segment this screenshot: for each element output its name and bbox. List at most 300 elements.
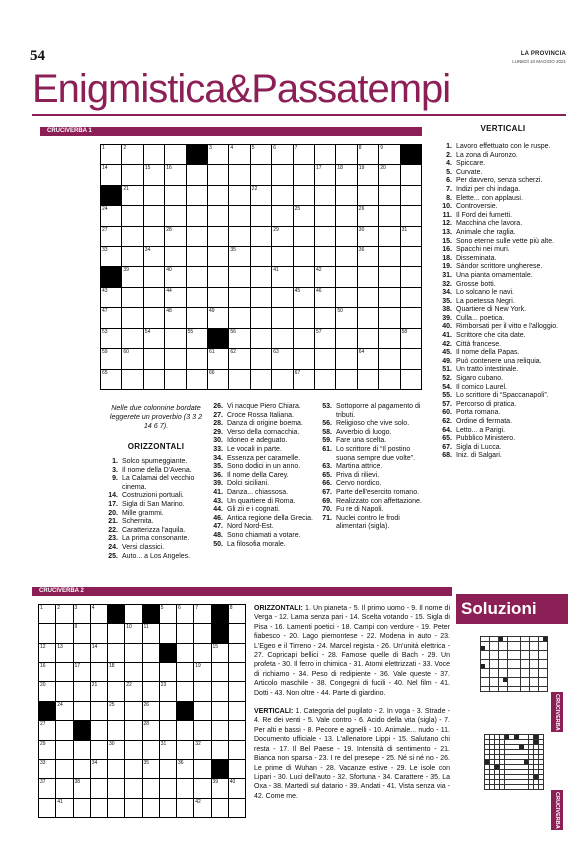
crossword-1-cell[interactable] (101, 308, 121, 327)
crossword-2-cell[interactable] (39, 760, 55, 778)
crossword-1-cell[interactable] (401, 267, 421, 286)
crossword-1-cell[interactable] (229, 329, 249, 348)
crossword-1-cell[interactable] (208, 308, 228, 327)
crossword-1-cell[interactable] (401, 308, 421, 327)
crossword-2-cell[interactable] (74, 779, 90, 797)
crossword-2-cell[interactable] (91, 663, 107, 681)
crossword-1-cell[interactable] (294, 329, 314, 348)
crossword-1-cell[interactable] (251, 227, 271, 246)
crossword-1-cell[interactable] (315, 247, 335, 266)
crossword-1-cell[interactable] (358, 288, 378, 307)
crossword-1-cell[interactable] (315, 165, 335, 184)
crossword-1-cell[interactable] (187, 206, 207, 225)
crossword-2-cell[interactable] (108, 624, 124, 642)
crossword-1-cell[interactable] (379, 308, 399, 327)
crossword-1-cell[interactable] (401, 247, 421, 266)
crossword-2-cell[interactable] (125, 644, 141, 662)
crossword-1-cell[interactable] (122, 349, 142, 368)
crossword-2-cell[interactable] (56, 624, 72, 642)
crossword-1-cell[interactable] (165, 165, 185, 184)
crossword-1-cell[interactable] (144, 227, 164, 246)
crossword-2-cell[interactable] (74, 624, 90, 642)
crossword-2-cell[interactable] (91, 721, 107, 739)
crossword-2-cell[interactable] (212, 741, 228, 759)
crossword-1-cell[interactable] (272, 329, 292, 348)
crossword-1-cell[interactable] (144, 206, 164, 225)
crossword-1-cell[interactable] (379, 227, 399, 246)
crossword-2-cell[interactable] (143, 799, 159, 817)
crossword-1-cell[interactable] (251, 308, 271, 327)
crossword-1-cell[interactable] (187, 288, 207, 307)
crossword-1-cell[interactable] (272, 165, 292, 184)
solution-cell (509, 765, 513, 769)
crossword-2-cell[interactable] (56, 779, 72, 797)
crossword-1-cell[interactable] (122, 227, 142, 246)
crossword-2-cell[interactable] (177, 682, 193, 700)
crossword-1-cell[interactable] (251, 145, 271, 164)
crossword-2-cell[interactable] (56, 644, 72, 662)
crossword-1-cell[interactable] (165, 267, 185, 286)
crossword-2-cell[interactable] (39, 624, 55, 642)
crossword-1-cell[interactable] (101, 165, 121, 184)
crossword-2-cell[interactable] (177, 760, 193, 778)
crossword-2-cell[interactable] (39, 605, 55, 623)
crossword-1-cell[interactable] (401, 206, 421, 225)
crossword-1-cell[interactable] (187, 308, 207, 327)
crossword-1-cell[interactable] (229, 370, 249, 389)
crossword-1-cell[interactable] (401, 370, 421, 389)
crossword-1-cell[interactable] (358, 267, 378, 286)
crossword-2-cell[interactable] (108, 721, 124, 739)
crossword-2-cell[interactable] (74, 760, 90, 778)
crossword-1-cell[interactable] (294, 267, 314, 286)
crossword-2-cell[interactable] (194, 779, 210, 797)
crossword-1-cell[interactable] (229, 165, 249, 184)
crossword-2-cell[interactable] (125, 799, 141, 817)
crossword-2-cell[interactable] (143, 702, 159, 720)
crossword-2-cell[interactable] (74, 702, 90, 720)
crossword-1-cell[interactable] (101, 329, 121, 348)
crossword-1-cell[interactable] (101, 227, 121, 246)
crossword-1-cell[interactable] (379, 145, 399, 164)
crossword-1-cell[interactable] (272, 206, 292, 225)
crossword-2-cell[interactable] (212, 702, 228, 720)
crossword-1-cell[interactable] (187, 349, 207, 368)
crossword-2-cell[interactable] (160, 741, 176, 759)
crossword-1-cell[interactable] (272, 227, 292, 246)
crossword-1-cell[interactable] (122, 206, 142, 225)
crossword-1-cell[interactable] (144, 247, 164, 266)
crossword-2-cell[interactable] (143, 760, 159, 778)
crossword-1-cell[interactable] (144, 267, 164, 286)
crossword-2-cell[interactable] (74, 741, 90, 759)
crossword-1-cell[interactable] (401, 329, 421, 348)
crossword-1-cell[interactable] (336, 267, 356, 286)
crossword-2-cell[interactable] (212, 644, 228, 662)
crossword-1-cell[interactable] (187, 227, 207, 246)
crossword-2-cell[interactable] (194, 682, 210, 700)
crossword-1-cell[interactable] (358, 308, 378, 327)
crossword-1-cell[interactable] (336, 186, 356, 205)
crossword-1-cell[interactable] (315, 349, 335, 368)
crossword-1-cell[interactable] (165, 370, 185, 389)
crossword-1-cell[interactable] (315, 288, 335, 307)
crossword-1-cell[interactable] (294, 288, 314, 307)
crossword-1-cell[interactable] (272, 247, 292, 266)
crossword-1-cell[interactable] (122, 247, 142, 266)
crossword-2-cell[interactable] (74, 682, 90, 700)
crossword-2-cell[interactable] (91, 741, 107, 759)
crossword-1-cell[interactable] (294, 165, 314, 184)
crossword-2-cell[interactable] (160, 624, 176, 642)
crossword-2-cell[interactable] (125, 721, 141, 739)
crossword-2-cell[interactable] (125, 605, 141, 623)
crossword-1-cell[interactable] (165, 349, 185, 368)
crossword-1-cell[interactable] (144, 349, 164, 368)
crossword-1-cell[interactable] (294, 370, 314, 389)
crossword-1-cell[interactable] (208, 227, 228, 246)
crossword-2-cell[interactable] (56, 741, 72, 759)
crossword-1-cell[interactable] (379, 206, 399, 225)
crossword-1-cell[interactable] (144, 308, 164, 327)
crossword-1-cell[interactable] (187, 370, 207, 389)
crossword-1-cell[interactable] (272, 370, 292, 389)
crossword-1-cell[interactable] (122, 165, 142, 184)
crossword-2-cell[interactable] (229, 605, 245, 623)
crossword-1-cell[interactable] (144, 186, 164, 205)
crossword-1-cell[interactable] (101, 206, 121, 225)
crossword-1-cell[interactable] (251, 267, 271, 286)
crossword-1-cell[interactable] (272, 267, 292, 286)
crossword-2-cell[interactable] (125, 741, 141, 759)
crossword-2-cell[interactable] (56, 721, 72, 739)
crossword-2-cell[interactable] (177, 741, 193, 759)
crossword-2-cell[interactable] (91, 702, 107, 720)
crossword-1-cell[interactable] (358, 186, 378, 205)
crossword-1-cell[interactable] (336, 308, 356, 327)
crossword-2-cell[interactable] (108, 663, 124, 681)
crossword-2-cell[interactable] (229, 760, 245, 778)
crossword-2-cell[interactable] (143, 663, 159, 681)
crossword-1-cell[interactable] (165, 145, 185, 164)
crossword-2-cell[interactable] (229, 663, 245, 681)
crossword-2-cell[interactable] (74, 799, 90, 817)
crossword-2-cell[interactable] (177, 624, 193, 642)
crossword-1-cell[interactable] (315, 267, 335, 286)
crossword-2-cell[interactable] (108, 779, 124, 797)
crossword-1-cell[interactable] (294, 206, 314, 225)
crossword-1-cell[interactable] (272, 349, 292, 368)
crossword-2-cell[interactable] (108, 682, 124, 700)
crossword-2-cell[interactable] (194, 624, 210, 642)
crossword-1-cell[interactable] (401, 349, 421, 368)
crossword-1-cell[interactable] (379, 267, 399, 286)
crossword-2-cell[interactable] (177, 779, 193, 797)
crossword-2-cell[interactable] (160, 702, 176, 720)
crossword-2-cell[interactable] (125, 760, 141, 778)
crossword-1-cell[interactable] (208, 186, 228, 205)
crossword-1-cell[interactable] (336, 349, 356, 368)
crossword-1-cell[interactable] (379, 349, 399, 368)
crossword-2-cell[interactable] (56, 682, 72, 700)
crossword-1-cell[interactable] (251, 288, 271, 307)
crossword-2-cell[interactable] (39, 741, 55, 759)
crossword-1-cell[interactable] (229, 145, 249, 164)
crossword-1-cell[interactable] (251, 329, 271, 348)
crossword-2-cell[interactable] (74, 605, 90, 623)
crossword-2-cell[interactable] (39, 682, 55, 700)
crossword-1-cell[interactable] (358, 206, 378, 225)
crossword-2-cell[interactable] (125, 682, 141, 700)
crossword-1-cell[interactable] (294, 145, 314, 164)
crossword-2-cell[interactable] (108, 760, 124, 778)
crossword-1-cell[interactable] (251, 370, 271, 389)
crossword-1-cell[interactable] (272, 145, 292, 164)
crossword-2-cell[interactable] (177, 799, 193, 817)
crossword-1-cell[interactable] (187, 165, 207, 184)
crossword-2-cell[interactable] (56, 702, 72, 720)
crossword-1-cell[interactable] (401, 227, 421, 246)
crossword-2-cell[interactable] (160, 663, 176, 681)
crossword-1-cell[interactable] (336, 247, 356, 266)
crossword-1-cell[interactable] (315, 206, 335, 225)
crossword-1-cell[interactable] (336, 227, 356, 246)
crossword-1-cell[interactable] (401, 288, 421, 307)
crossword-1-cell[interactable] (122, 329, 142, 348)
crossword-2-cell[interactable] (125, 663, 141, 681)
crossword-2-cell[interactable] (143, 682, 159, 700)
crossword-2-cell[interactable] (177, 605, 193, 623)
crossword-1-cell[interactable] (358, 145, 378, 164)
crossword-2-cell[interactable] (177, 644, 193, 662)
crossword-1-cell[interactable] (165, 329, 185, 348)
crossword-2-cell[interactable] (212, 799, 228, 817)
crossword-1-cell[interactable] (187, 247, 207, 266)
crossword-1-cell[interactable] (251, 206, 271, 225)
crossword-1-cell[interactable] (294, 227, 314, 246)
crossword-1-cell[interactable] (144, 288, 164, 307)
crossword-1-cell[interactable] (101, 145, 121, 164)
crossword-1-cell[interactable] (315, 308, 335, 327)
crossword-2-cell[interactable] (229, 741, 245, 759)
crossword-1-cell[interactable] (229, 288, 249, 307)
crossword-1-cell[interactable] (379, 247, 399, 266)
crossword-1-cell[interactable] (379, 370, 399, 389)
crossword-1-cell[interactable] (187, 329, 207, 348)
crossword-2-cell[interactable] (194, 605, 210, 623)
crossword-2-cell[interactable] (177, 663, 193, 681)
crossword-2-cell[interactable] (229, 702, 245, 720)
crossword-1-cell[interactable] (101, 247, 121, 266)
crossword-1-cell[interactable] (144, 165, 164, 184)
crossword-1-cell[interactable] (229, 206, 249, 225)
crossword-1-cell[interactable] (379, 186, 399, 205)
crossword-1-cell[interactable] (358, 370, 378, 389)
crossword-1-cell[interactable] (315, 370, 335, 389)
crossword-1-cell[interactable] (315, 186, 335, 205)
crossword-1-cell[interactable] (358, 329, 378, 348)
crossword-1-cell[interactable] (229, 186, 249, 205)
crossword-1-cell[interactable] (208, 247, 228, 266)
crossword-2-cell[interactable] (91, 624, 107, 642)
crossword-2-cell[interactable] (194, 663, 210, 681)
crossword-1-cell[interactable] (251, 349, 271, 368)
crossword-1-cell[interactable] (251, 186, 271, 205)
crossword-2-cell[interactable] (91, 760, 107, 778)
crossword-2-cell[interactable] (194, 702, 210, 720)
crossword-1-cell[interactable] (122, 308, 142, 327)
crossword-1-cell[interactable] (122, 288, 142, 307)
crossword-2-cell[interactable] (56, 760, 72, 778)
crossword-2-cell[interactable] (212, 721, 228, 739)
crossword-1-cell[interactable] (229, 247, 249, 266)
crossword-2-cell[interactable] (177, 721, 193, 739)
crossword-1-cell[interactable] (272, 288, 292, 307)
crossword-2-cell[interactable] (39, 663, 55, 681)
crossword-2-cell[interactable] (39, 721, 55, 739)
crossword-2-cell[interactable] (229, 644, 245, 662)
crossword-1-cell[interactable] (208, 165, 228, 184)
crossword-1-cell[interactable] (208, 349, 228, 368)
crossword-2-cell[interactable] (160, 760, 176, 778)
crossword-1-cell[interactable] (101, 349, 121, 368)
crossword-1-cell[interactable] (165, 288, 185, 307)
crossword-1-cell[interactable] (122, 186, 142, 205)
solution-cell (516, 664, 520, 668)
crossword-1-cell[interactable] (251, 247, 271, 266)
crossword-1-cell[interactable] (165, 308, 185, 327)
crossword-1-cell[interactable] (165, 247, 185, 266)
crossword-2-cell[interactable] (108, 702, 124, 720)
crossword-1-cell[interactable] (336, 165, 356, 184)
crossword-1-cell[interactable] (165, 227, 185, 246)
crossword-2-cell[interactable] (143, 644, 159, 662)
crossword-1-cell[interactable] (187, 267, 207, 286)
crossword-2-cell[interactable] (91, 779, 107, 797)
crossword-1-cell[interactable] (165, 206, 185, 225)
crossword-2-cell[interactable] (160, 799, 176, 817)
crossword-2-cell[interactable] (194, 741, 210, 759)
crossword-2-cell[interactable] (39, 779, 55, 797)
crossword-1-cell[interactable] (294, 308, 314, 327)
crossword-1-cell[interactable] (401, 165, 421, 184)
crossword-1-cell[interactable] (208, 288, 228, 307)
crossword-2-cell[interactable] (143, 721, 159, 739)
crossword-1-cell[interactable] (272, 308, 292, 327)
crossword-1-cell[interactable] (122, 145, 142, 164)
crossword-1-cell[interactable] (379, 165, 399, 184)
crossword-1-cell[interactable] (315, 145, 335, 164)
crossword-1-cell[interactable] (208, 370, 228, 389)
crossword-1-cell[interactable] (101, 288, 121, 307)
crossword-1-cell[interactable] (144, 370, 164, 389)
crossword-2-cell[interactable] (125, 702, 141, 720)
crossword-2-cell[interactable] (212, 663, 228, 681)
crossword-2-cell[interactable] (229, 779, 245, 797)
crossword-2-cell[interactable] (143, 779, 159, 797)
crossword-1-cell[interactable] (208, 267, 228, 286)
crossword-2-cell[interactable] (229, 721, 245, 739)
crossword-1-cell[interactable] (315, 329, 335, 348)
crossword-1-cell[interactable] (358, 165, 378, 184)
crossword-1-cell[interactable] (229, 349, 249, 368)
crossword-1-cell[interactable] (272, 186, 292, 205)
crossword-2-cell[interactable] (143, 624, 159, 642)
crossword-1-cell[interactable] (122, 370, 142, 389)
crossword-1-cell[interactable] (144, 145, 164, 164)
crossword-1-cell[interactable] (101, 370, 121, 389)
crossword-1-cell[interactable] (229, 308, 249, 327)
crossword-2-cell[interactable] (160, 682, 176, 700)
crossword-2-cell[interactable] (74, 663, 90, 681)
crossword-1-cell[interactable] (358, 227, 378, 246)
crossword-2-cell[interactable] (39, 644, 55, 662)
crossword-2-cell[interactable] (108, 741, 124, 759)
crossword-2-cell[interactable] (194, 644, 210, 662)
crossword-1-cell[interactable] (251, 165, 271, 184)
crossword-1-cell[interactable] (358, 247, 378, 266)
crossword-1-cell[interactable] (294, 349, 314, 368)
crossword-1-cell[interactable] (336, 288, 356, 307)
crossword-2-cell[interactable] (39, 799, 55, 817)
crossword-2-cell[interactable] (194, 799, 210, 817)
crossword-2-cell[interactable] (56, 799, 72, 817)
crossword-1-cell[interactable] (336, 329, 356, 348)
crossword-2-cell[interactable] (194, 721, 210, 739)
crossword-1-cell[interactable] (229, 227, 249, 246)
crossword-2-cell[interactable] (91, 644, 107, 662)
crossword-2-cell[interactable] (56, 663, 72, 681)
crossword-1-cell[interactable] (122, 267, 142, 286)
crossword-2-cell[interactable] (91, 799, 107, 817)
crossword-2-cell[interactable] (160, 779, 176, 797)
crossword-2-cell[interactable] (91, 605, 107, 623)
crossword-2-cell[interactable] (91, 682, 107, 700)
crossword-1-cell[interactable] (358, 349, 378, 368)
crossword-2-cell[interactable] (229, 682, 245, 700)
crossword-1-cell[interactable] (294, 186, 314, 205)
crossword-2-cell[interactable] (229, 624, 245, 642)
crossword-2-cell[interactable] (229, 799, 245, 817)
crossword-1-cell[interactable] (336, 145, 356, 164)
crossword-2-cell[interactable] (56, 605, 72, 623)
crossword-2-cell[interactable] (143, 741, 159, 759)
crossword-2-cell[interactable] (212, 779, 228, 797)
crossword-2-cell[interactable] (125, 624, 141, 642)
crossword-1-cell[interactable] (208, 206, 228, 225)
crossword-1-cell[interactable] (315, 227, 335, 246)
crossword-2-cell[interactable] (212, 682, 228, 700)
crossword-2-cell[interactable] (194, 760, 210, 778)
crossword-1-cell[interactable] (336, 206, 356, 225)
crossword-1-cell[interactable] (229, 267, 249, 286)
crossword-2-cell[interactable] (108, 644, 124, 662)
crossword-2-cell[interactable] (74, 644, 90, 662)
crossword-2-cell[interactable] (160, 605, 176, 623)
crossword-1-cell[interactable] (336, 370, 356, 389)
crossword-1-cell[interactable] (294, 247, 314, 266)
crossword-1-cell[interactable] (165, 186, 185, 205)
crossword-2-cell[interactable] (160, 721, 176, 739)
crossword-2-cell[interactable] (125, 779, 141, 797)
crossword-1-cell[interactable] (187, 186, 207, 205)
crossword-1-cell[interactable] (379, 288, 399, 307)
crossword-2-cell[interactable] (108, 799, 124, 817)
crossword-1-cell[interactable] (401, 186, 421, 205)
crossword-1-cell[interactable] (379, 329, 399, 348)
crossword-1-cell[interactable] (208, 145, 228, 164)
crossword-1-cell[interactable] (144, 329, 164, 348)
